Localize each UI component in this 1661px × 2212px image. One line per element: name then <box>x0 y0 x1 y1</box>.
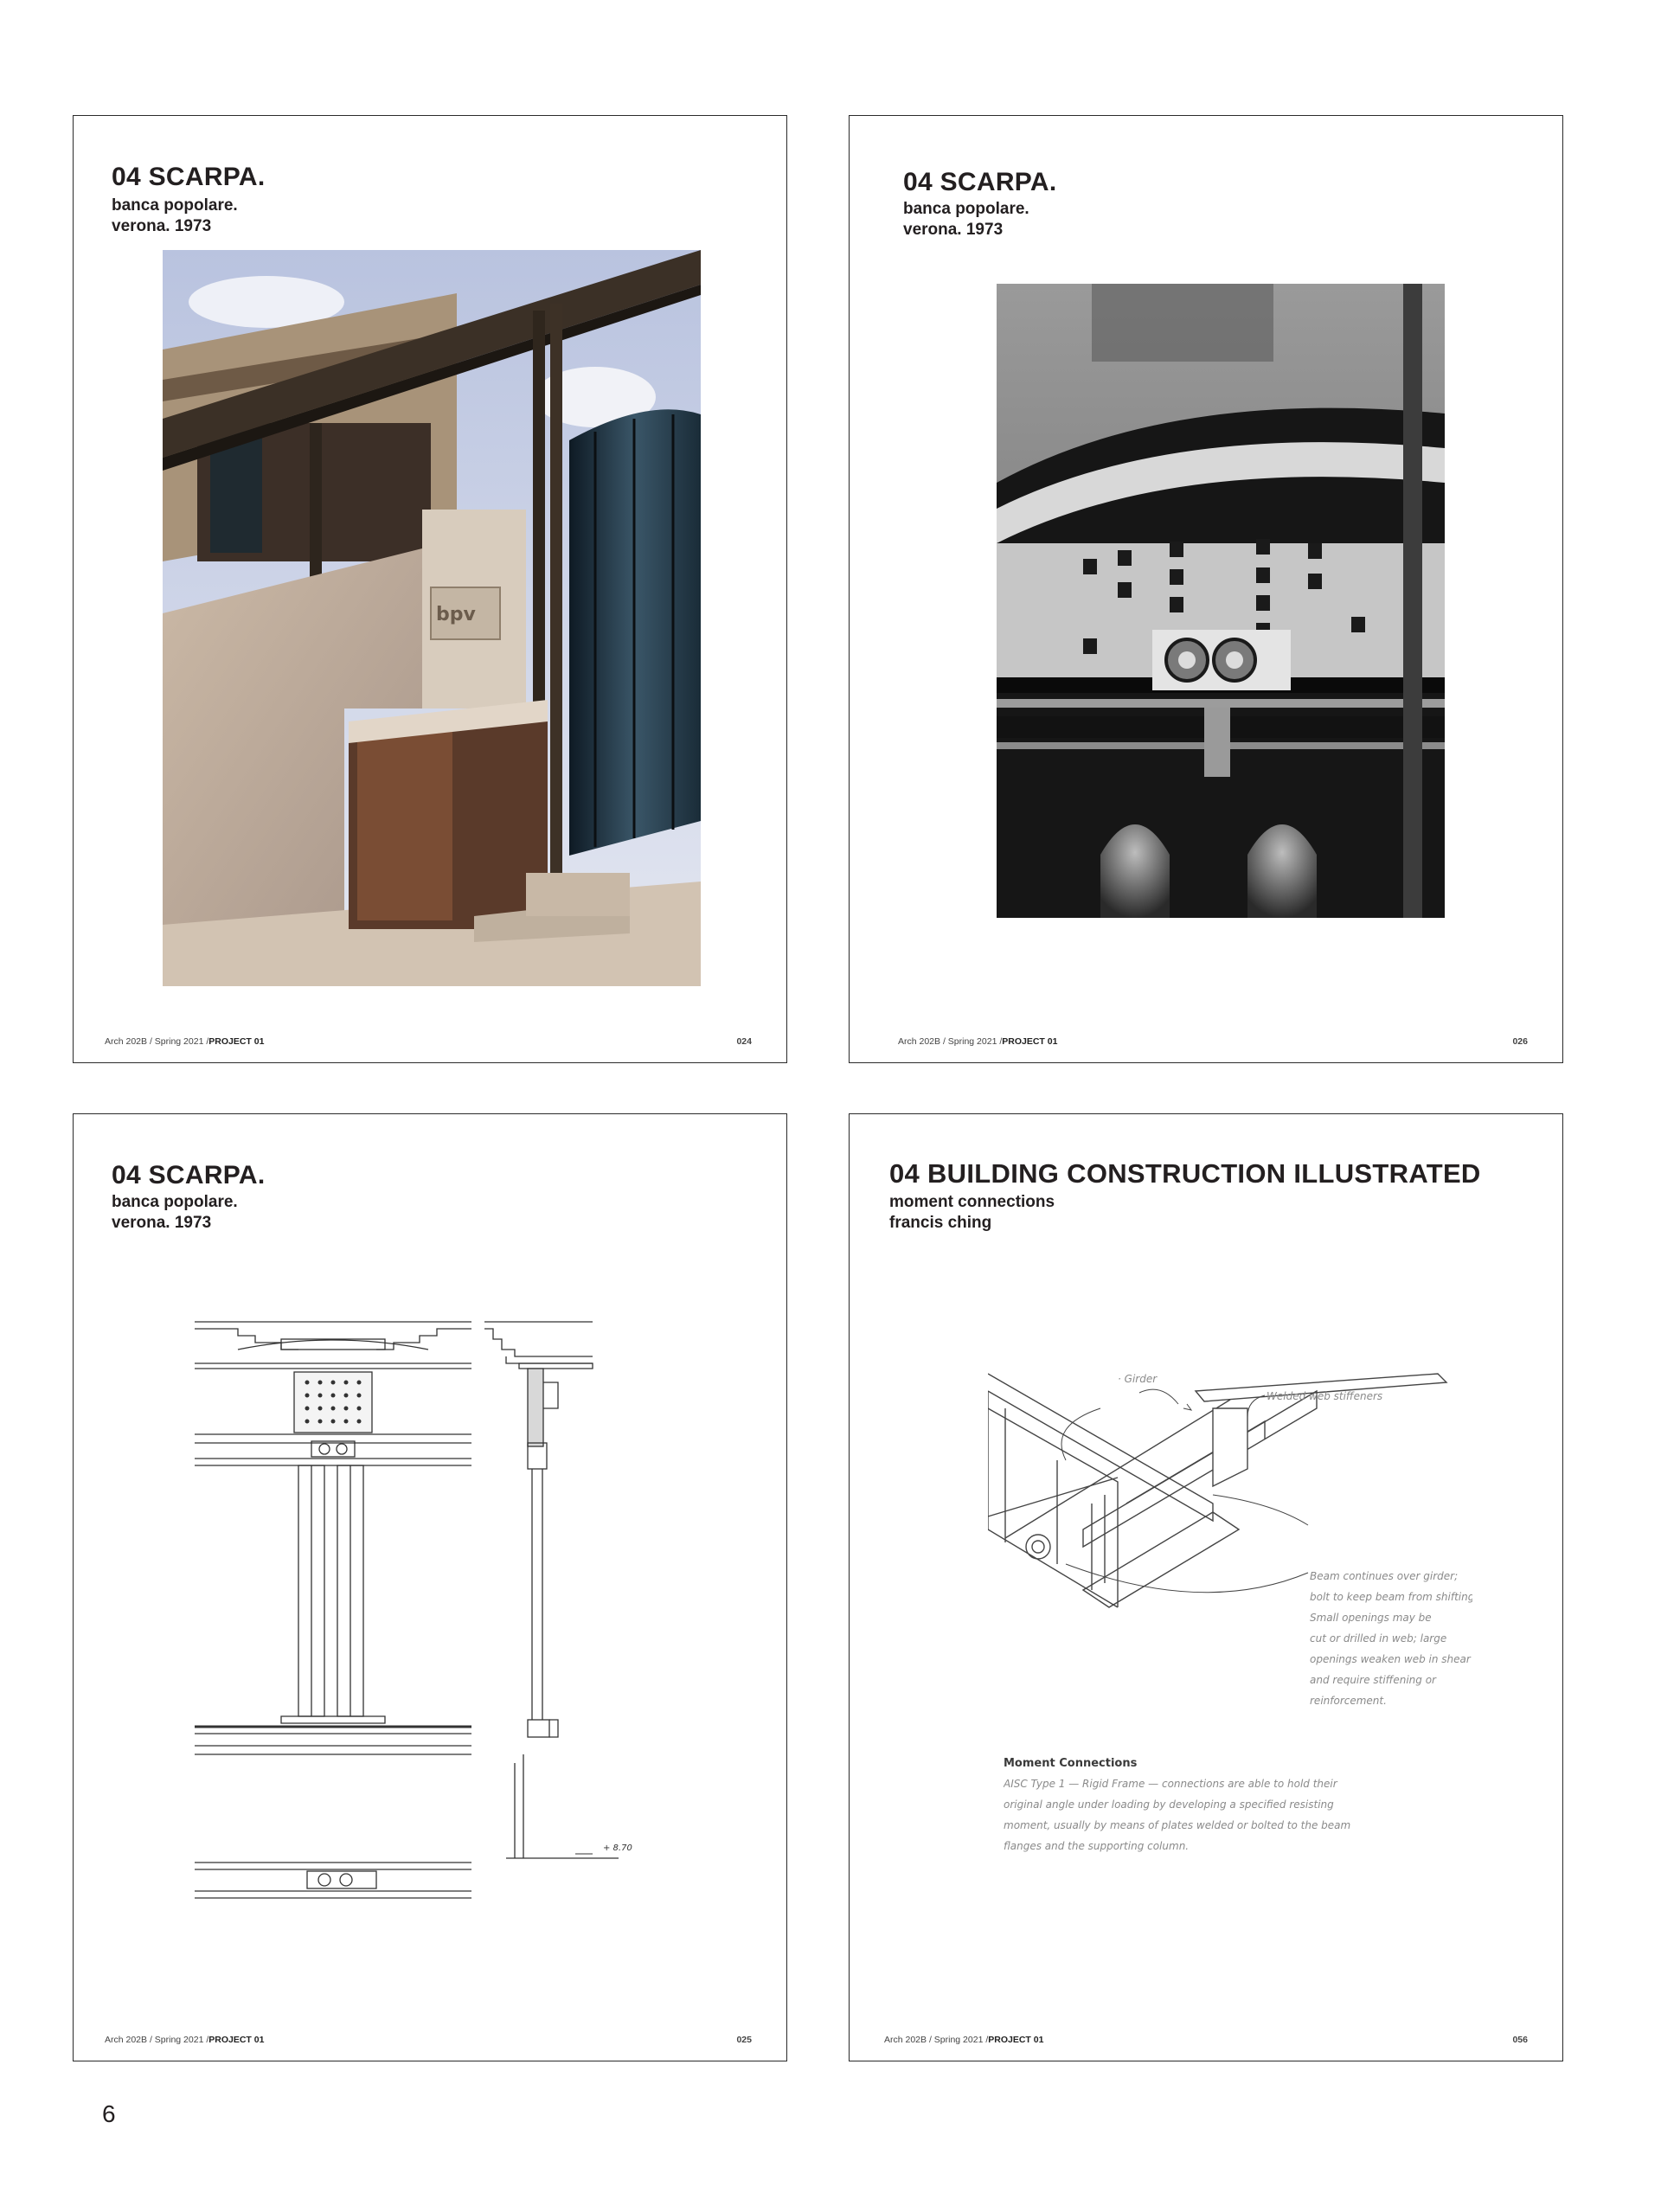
svg-text:· Girder: · Girder <box>1118 1373 1158 1385</box>
svg-text:Beam continues over girder;: Beam continues over girder; <box>1310 1570 1459 1582</box>
footer-page-number: 056 <box>1512 2035 1528 2045</box>
page-subtitle-place: verona. 1973 <box>112 217 212 235</box>
footer-course: Arch 202B / Spring 2021 /PROJECT 01 <box>884 2035 1044 2045</box>
footer-page-number: 025 <box>736 2035 752 2045</box>
svg-text:reinforcement.: reinforcement. <box>1310 1695 1387 1707</box>
svg-text:bpv: bpv <box>436 604 476 625</box>
page-subtitle-topic: moment connections <box>889 1193 1055 1211</box>
page-spread-024 <box>73 115 787 1063</box>
bank-facade-photo <box>163 250 701 986</box>
page-subtitle-project: banca popolare. <box>903 200 1029 218</box>
svg-text:flanges and the supporting col: flanges and the supporting column. <box>1004 1840 1190 1852</box>
footer-course: Arch 202B / Spring 2021 /PROJECT 01 <box>105 1036 265 1047</box>
label-stiffeners: Welded web stiffeners <box>1267 1390 1383 1402</box>
page-subtitle-project: banca popolare. <box>112 196 238 215</box>
page-title: 04 SCARPA. <box>112 163 266 191</box>
page-spread-026 <box>849 115 1563 1063</box>
svg-text:Small openings may be: Small openings may be <box>1310 1612 1432 1624</box>
svg-text:cut or drilled in web; large: cut or drilled in web; large <box>1310 1632 1447 1645</box>
document-page-number: 6 <box>102 2100 116 2127</box>
svg-text:moment, usually by means of pl: moment, usually by means of plates welded or bolted to the beam <box>1004 1819 1351 1831</box>
caption-title: Moment Connections <box>1004 1757 1138 1770</box>
moment-connection-illustration <box>988 1356 1472 1720</box>
elevation-label: + 8.70 <box>603 1843 632 1853</box>
footer-page-number: 026 <box>1512 1036 1528 1047</box>
svg-text:and require stiffening or: and require stiffening or <box>1310 1674 1436 1686</box>
moment-connections-caption <box>1004 1754 1367 1884</box>
page-title: 04 SCARPA. <box>903 168 1057 196</box>
page-subtitle-project: banca popolare. <box>112 1193 238 1211</box>
svg-text:bolt to keep beam from shiftin: bolt to keep beam from shifting. <box>1310 1591 1472 1603</box>
svg-text:original angle under loading b: original angle under loading by developing a specified resisting <box>1004 1798 1334 1811</box>
footer-course: Arch 202B / Spring 2021 /PROJECT 01 <box>105 2035 265 2045</box>
footer-course: Arch 202B / Spring 2021 /PROJECT 01 <box>898 1036 1058 1047</box>
footer-page-number: 024 <box>736 1036 752 1047</box>
svg-text:AISC Type 1 — Rigid Frame — co: AISC Type 1 — Rigid Frame — connections are able to hold their <box>1004 1778 1337 1790</box>
page-subtitle-place: verona. 1973 <box>903 221 1004 239</box>
page-subtitle-place: verona. 1973 <box>112 1214 212 1232</box>
page-spread-025 <box>73 1113 787 2061</box>
page-subtitle-author: francis ching <box>889 1214 992 1232</box>
page-title: 04 SCARPA. <box>112 1161 266 1189</box>
connection-detail-drawing <box>186 1313 670 1919</box>
page-title: 04 BUILDING CONSTRUCTION ILLUSTRATED <box>889 1158 1481 1189</box>
beam-connection-photo-bw <box>997 284 1445 918</box>
svg-text:openings weaken web in shear: openings weaken web in shear <box>1310 1653 1471 1665</box>
page-spread-056 <box>849 1113 1563 2061</box>
